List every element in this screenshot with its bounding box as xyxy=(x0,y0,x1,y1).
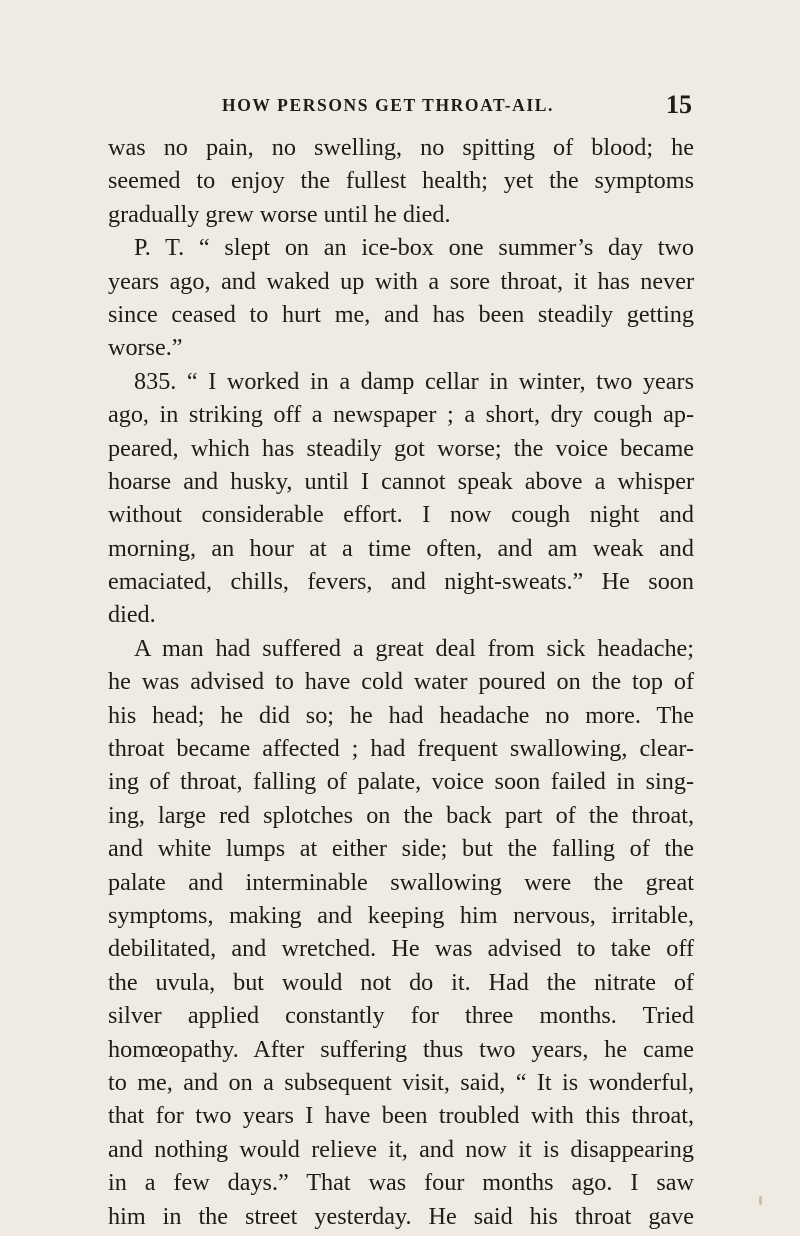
text-line: P. T. “ slept on an ice-box one summer’s day two xyxy=(134,234,694,262)
text-line: debilitated, and wretched. He was advised to take off xyxy=(108,935,694,963)
text-line: palate and interminable swallowing were the great xyxy=(108,868,694,896)
text-line: to me, and on a subsequent visit, said, “ It is wonderful, xyxy=(108,1068,694,1096)
text-line: throat became affected ; had frequent swallowing, clear- xyxy=(108,735,694,763)
text-line: his head; he did so; he had headache no more. The xyxy=(108,701,694,729)
text-line: in a few days.” That was four months ago. I saw xyxy=(108,1169,694,1197)
text-line: without considerable effort. I now cough night and xyxy=(108,501,694,529)
text-line: and white lumps at either side; but the falling of the xyxy=(108,835,694,863)
text-line: and nothing would relieve it, and now it is disappearing xyxy=(108,1135,694,1163)
text-line: he was advised to have cold water poured on the top of xyxy=(108,668,694,696)
running-head xyxy=(222,90,692,123)
page-number: 15 xyxy=(666,90,692,119)
text-line: worse.” xyxy=(108,334,183,362)
text-line: that for two years I have been troubled with this throat, xyxy=(108,1102,694,1130)
text-line: was no pain, no swelling, no spitting of blood; he xyxy=(108,134,694,161)
text-line: hoarse and husky, until I cannot speak above a whisper xyxy=(108,467,694,495)
text-line: symptoms, making and keeping him nervous, irritable, xyxy=(108,901,694,929)
text-line: 835. “ I worked in a damp cellar in winter, two years xyxy=(134,367,694,395)
text-line: morning, an hour at a time often, and am weak and xyxy=(108,534,694,562)
text-line: years ago, and waked up with a sore throat, it has never xyxy=(108,267,694,295)
text-line: A man had suffered a great deal from sick headache; xyxy=(134,634,694,662)
text-line: gradually grew worse until he died. xyxy=(108,200,451,228)
text-line: seemed to enjoy the fullest health; yet the symptoms xyxy=(108,167,694,195)
text-line: ing, large red splotches on the back part of the throat, xyxy=(108,801,694,829)
body-text xyxy=(108,131,694,1233)
text-line: emaciated, chills, fevers, and night-sweats.” He soon xyxy=(108,568,694,596)
text-line: died. xyxy=(108,601,156,629)
text-line: homœopathy. After suffering thus two years, he came xyxy=(108,1035,694,1063)
paper-speck xyxy=(759,1196,762,1205)
text-line: ing of throat, falling of palate, voice soon failed in sing- xyxy=(108,768,694,796)
text-line: the uvula, but would not do it. Had the nitrate of xyxy=(108,968,694,996)
text-line: silver applied constantly for three months. Tried xyxy=(108,1002,694,1030)
running-title: HOW PERSONS GET THROAT-AIL. xyxy=(222,95,555,115)
text-line: peared, which has steadily got worse; the voice became xyxy=(108,434,694,462)
text-line: ago, in striking off a newspaper ; a short, dry cough ap- xyxy=(108,401,694,429)
text-line: since ceased to hurt me, and has been steadily getting xyxy=(108,300,694,328)
text-line: him in the street yesterday. He said his throat gave xyxy=(108,1202,694,1230)
